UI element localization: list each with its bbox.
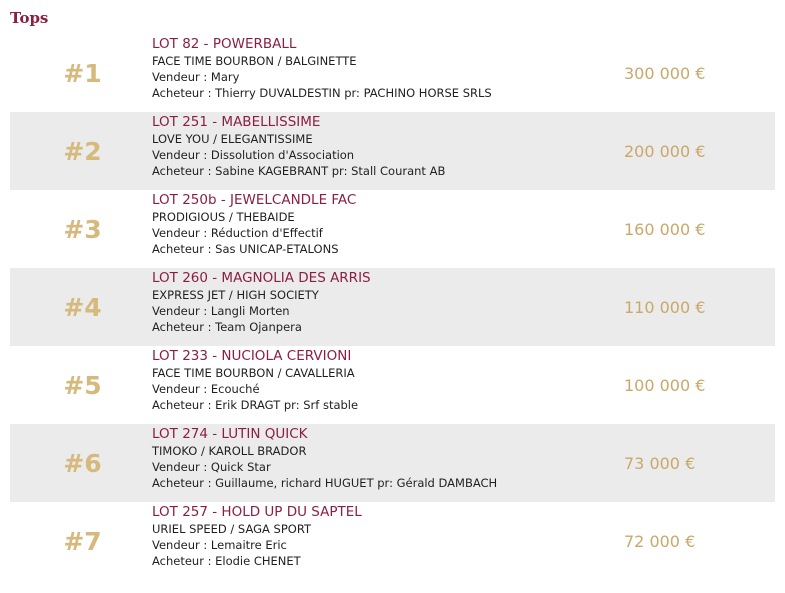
seller: Vendeur : Réduction d'Effectif — [152, 226, 323, 240]
lot-info — [152, 270, 371, 335]
rank-label: #4 — [63, 292, 102, 322]
lot-info — [152, 192, 356, 257]
lot-title-link[interactable]: LOT 260 - MAGNOLIA DES ARRIS — [152, 270, 371, 286]
lot-title-link[interactable]: LOT 251 - MABELLISSIME — [152, 114, 321, 130]
lot-info — [152, 426, 497, 491]
buyer: Acheteur : Sas UNICAP-ETALONS — [152, 242, 339, 256]
pedigree: FACE TIME BOURBON / CAVALLERIA — [152, 366, 355, 380]
lot-title-link[interactable]: LOT 257 - HOLD UP DU SAPTEL — [152, 504, 362, 520]
lot-row — [10, 190, 775, 268]
seller: Vendeur : Dissolution d'Association — [152, 148, 355, 162]
seller: Vendeur : Lemaitre Eric — [152, 538, 287, 552]
seller: Vendeur : Quick Star — [152, 460, 271, 474]
buyer: Acheteur : Elodie CHENET — [152, 554, 301, 568]
buyer: Acheteur : Guillaume, richard HUGUET pr: Gérald DAMBACH — [152, 476, 498, 490]
buyer: Acheteur : Erik DRAGT pr: Srf stable — [152, 398, 359, 412]
sale-price: 100 000 € — [624, 375, 706, 395]
buyer: Acheteur : Team Ojanpera — [152, 320, 302, 334]
buyer: Acheteur : Thierry DUVALDESTIN pr: PACHINO HORSE SRLS — [152, 86, 492, 100]
page-title: Tops — [10, 9, 49, 27]
lot-info — [152, 36, 492, 101]
lot-row — [10, 112, 775, 190]
lot-row — [10, 346, 775, 424]
buyer: Acheteur : Sabine KAGEBRANT pr: Stall Courant AB — [152, 164, 446, 178]
lot-info — [152, 348, 358, 413]
lot-row — [10, 424, 775, 502]
pedigree: EXPRESS JET / HIGH SOCIETY — [152, 288, 319, 302]
tops-list — [10, 34, 775, 580]
lot-row — [10, 34, 775, 112]
pedigree: FACE TIME BOURBON / BALGINETTE — [152, 54, 357, 68]
sale-price: 160 000 € — [624, 219, 706, 239]
seller: Vendeur : Ecouché — [152, 382, 260, 396]
pedigree: TIMOKO / KAROLL BRADOR — [152, 444, 307, 458]
pedigree: PRODIGIOUS / THEBAIDE — [152, 210, 295, 224]
lot-title-link[interactable]: LOT 250b - JEWELCANDLE FAC — [152, 192, 357, 208]
lot-title-link[interactable]: LOT 82 - POWERBALL — [152, 36, 297, 52]
pedigree: LOVE YOU / ELEGANTISSIME — [152, 132, 313, 146]
rank-label: #6 — [63, 448, 102, 478]
rank-label: #1 — [63, 58, 102, 88]
lot-title-link[interactable]: LOT 233 - NUCIOLA CERVIONI — [152, 348, 352, 364]
pedigree: URIEL SPEED / SAGA SPORT — [152, 522, 312, 536]
lot-info — [152, 114, 445, 179]
lot-row — [10, 502, 775, 580]
lot-title-link[interactable]: LOT 274 - LUTIN QUICK — [152, 426, 308, 442]
sale-price: 73 000 € — [624, 453, 696, 473]
sale-price: 72 000 € — [624, 531, 696, 551]
rank-label: #5 — [63, 370, 102, 400]
rank-label: #7 — [63, 526, 102, 556]
sale-price: 200 000 € — [624, 141, 706, 161]
sale-price: 300 000 € — [624, 63, 706, 83]
rank-label: #3 — [63, 214, 102, 244]
rank-label: #2 — [63, 136, 102, 166]
sale-price: 110 000 € — [624, 297, 706, 317]
lot-info — [152, 504, 362, 569]
seller: Vendeur : Langli Morten — [152, 304, 290, 318]
seller: Vendeur : Mary — [152, 70, 240, 84]
lot-row — [10, 268, 775, 346]
